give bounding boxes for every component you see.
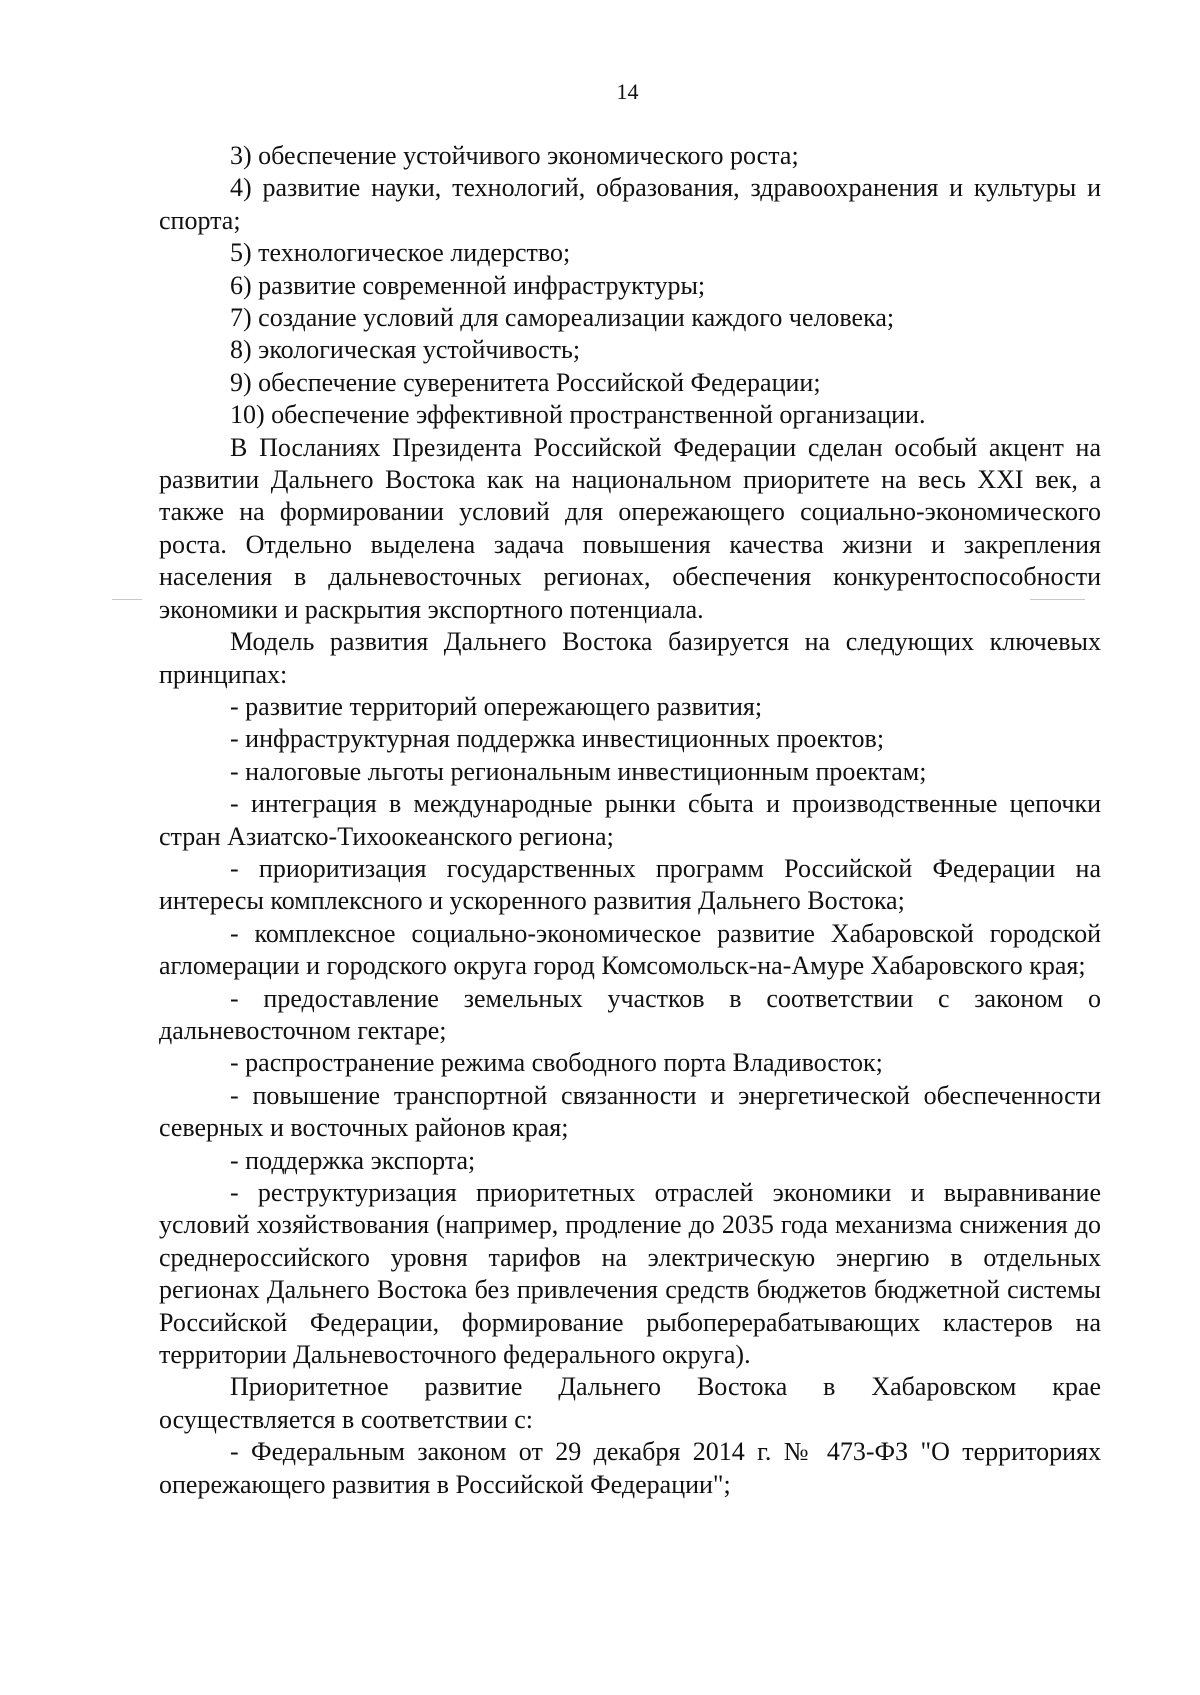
list-item-principle: - инфраструктурная поддержка инвестиционных проектов; [230, 724, 885, 754]
document-body [159, 140, 1101, 1501]
paragraph-development-model: Модель развития Дальнего Востока базируется на следующих ключевых принципах: [159, 627, 1101, 689]
list-item-goal-5: 5) технологическое лидерство; [230, 238, 571, 268]
list-item-goal-6: 6) развитие современной инфраструктуры; [230, 270, 706, 300]
list-item-principle: - распространение режима свободного порта Владивосток; [230, 1048, 883, 1078]
list-item-goal-10: 10) обеспечение эффективной пространственной организации. [230, 400, 926, 430]
list-item-principle: - налоговые льготы региональным инвестиционным проектам; [230, 756, 927, 786]
list-item-federal-law: - Федеральным законом от 29 декабря 2014 г. № 473-ФЗ "О территориях опережающего развития в Российской Федерации"; [159, 1437, 1101, 1499]
list-item-goal-4: 4) развитие науки, технологий, образования, здравоохранения и культуры и спорта; [159, 173, 1101, 235]
list-item-principle: - повышение транспортной связанности и энергетической обеспеченности северных и восточных районов края; [159, 1080, 1101, 1143]
list-item-goal-3: 3) обеспечение устойчивого экономического роста; [230, 141, 799, 170]
paragraph-president-messages: В Посланиях Президента Российской Федерации сделан особый акцент на развитии Дальнего Востока как на национальном приоритете на весь XXI век, а также на формировании условий для опережающего социально-экономического роста. Отдельно выделена задача повышения качества жизни и закрепления населения в дальневосточных регионах, обеспечения конкурентоспособности экономики и раскрытия экспортного потенциала. [159, 432, 1101, 624]
page-number: 14 [616, 79, 639, 104]
list-item-principle: - комплексное социально-экономическое развитие Хабаровской городской агломерации и городского округа город Комсомольск-на-Амуре Хабаровского края; [159, 918, 1101, 981]
list-item-principle: - поддержка экспорта; [230, 1145, 476, 1175]
list-item-principle: - развитие территорий опережающего развития; [230, 691, 763, 721]
list-item-goal-8: 8) экологическая устойчивость; [230, 335, 581, 365]
list-item-principle: - интеграция в международные рынки сбыта и производственные цепочки стран Азиатско-Тихоокеанского региона; [159, 789, 1101, 851]
list-item-principle: - предоставление земельных участков в соответствии с законом о дальневосточном гектаре; [159, 983, 1101, 1045]
scan-artifact-line [1030, 599, 1085, 600]
list-item-goal-7: 7) создание условий для самореализации каждого человека; [230, 303, 895, 333]
scan-artifact-line [112, 599, 142, 600]
list-item-goal-9: 9) обеспечение суверенитета Российской Федерации; [230, 367, 821, 397]
list-item-principle: - приоритизация государственных программ Российской Федерации на интересы комплексного и ускоренного развития Дальнего Востока; [159, 853, 1101, 916]
paragraph-priority-development: Приоритетное развитие Дальнего Востока в Хабаровском крае осуществляется в соответствии с: [159, 1372, 1101, 1434]
list-item-principle: - реструктуризация приоритетных отраслей экономики и выравнивание условий хозяйствования (например, продление до 2035 года механизма снижения до среднероссийского уровня тарифов на электрическую энергию в отдельных регионах Дальнего Востока без привлечения средств бюджетов бюджетной системы Российской Федерации, формирование рыбоперерабатывающих кластеров на территории Дальневосточного федерального округа). [159, 1178, 1101, 1370]
